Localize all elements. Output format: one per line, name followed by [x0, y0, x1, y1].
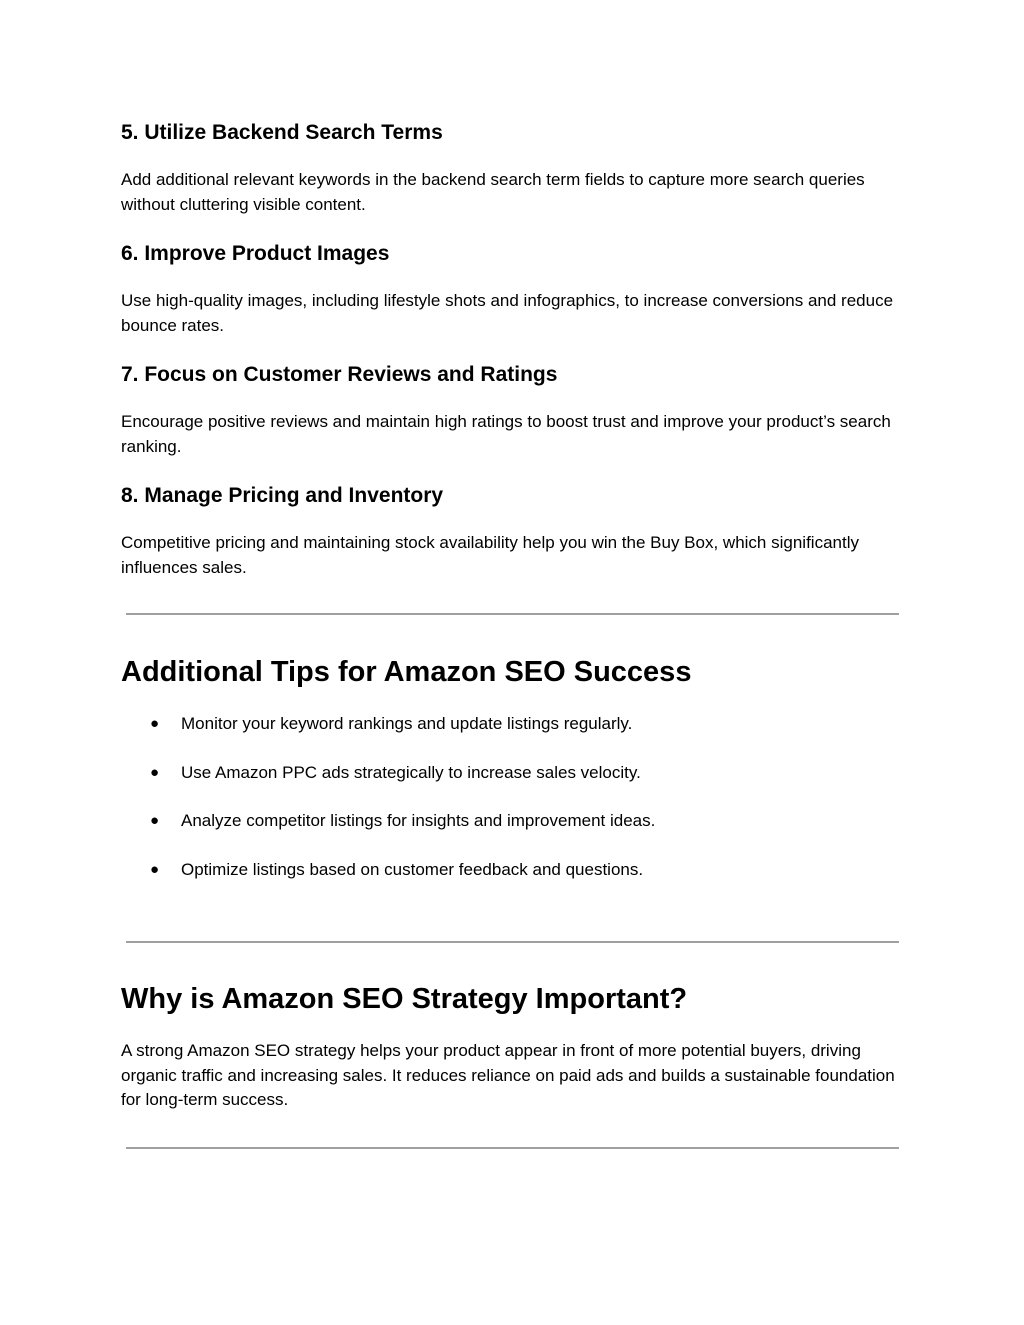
- section-heading-product-images: 6. Improve Product Images: [121, 242, 390, 265]
- list-item-text: Optimize listings based on customer feedback and questions.: [181, 860, 644, 880]
- bullet-icon: ●: [150, 812, 160, 830]
- list-item-text: Analyze competitor listings for insights and improvement ideas.: [181, 811, 656, 831]
- list-item-text: Monitor your keyword rankings and update listings regularly.: [181, 714, 633, 733]
- section-heading-reviews-ratings: 7. Focus on Customer Reviews and Ratings: [121, 363, 558, 386]
- section-body-product-images: Use high-quality images, including lifestyle shots and infographics, to increase conversions and reduce bounce rates.: [121, 291, 894, 335]
- list-item: [121, 857, 655, 906]
- list-item: [121, 808, 655, 857]
- additional-tips-heading: Additional Tips for Amazon SEO Success: [121, 656, 692, 688]
- section-body-backend-search-terms: Add additional relevant keywords in the backend search term fields to capture more search queries without cluttering visible content.: [121, 170, 865, 214]
- section-heading-pricing-inventory: 8. Manage Pricing and Inventory: [121, 484, 444, 507]
- section-heading-backend-search-terms: 5. Utilize Backend Search Terms: [121, 121, 443, 144]
- horizontal-divider: [126, 1147, 899, 1149]
- list-item: [121, 760, 655, 809]
- importance-heading: Why is Amazon SEO Strategy Important?: [121, 983, 688, 1015]
- bullet-icon: ●: [150, 763, 160, 781]
- section-body-reviews-ratings: Encourage positive reviews and maintain high ratings to boost trust and improve your product’s search ranking.: [121, 412, 891, 456]
- additional-tips-list: [121, 711, 655, 906]
- horizontal-divider: [126, 941, 899, 943]
- bullet-icon: ●: [150, 715, 160, 732]
- bullet-icon: ●: [150, 861, 160, 879]
- list-item: [121, 711, 655, 760]
- importance-body: A strong Amazon SEO strategy helps your product appear in front of more potential buyers, driving organic traffic and increasing sales. It reduces reliance on paid ads and builds a sustainable foundation for long-term success.: [121, 1041, 895, 1109]
- list-item-text: Use Amazon PPC ads strategically to increase sales velocity.: [181, 762, 641, 782]
- section-body-pricing-inventory: Competitive pricing and maintaining stock availability help you win the Buy Box, which significantly influences sales.: [121, 533, 859, 577]
- horizontal-divider: [126, 613, 899, 615]
